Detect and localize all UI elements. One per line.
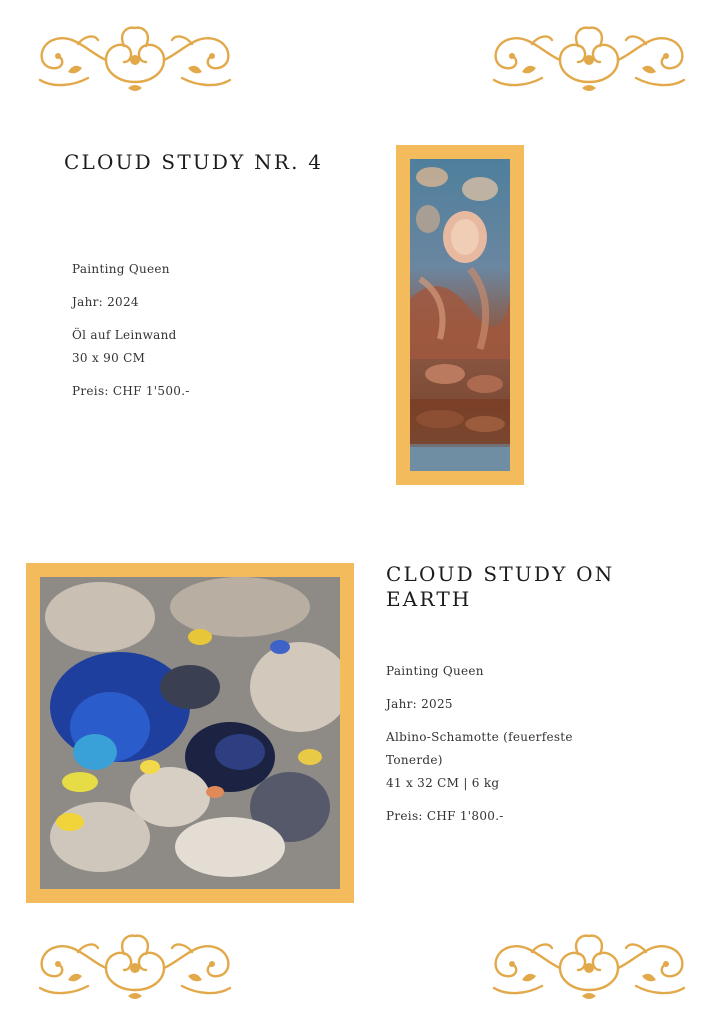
artwork-price: Preis: CHF 1'500.- xyxy=(72,384,190,398)
artwork-year: Jahr: 2024 xyxy=(72,295,139,309)
artwork-dimensions: 41 x 32 CM | 6 kg xyxy=(386,776,500,790)
artist-name: Painting Queen xyxy=(386,664,484,678)
ornament-bottom-left xyxy=(28,930,242,1004)
ornament-top-right xyxy=(482,22,696,96)
artwork-medium: Öl auf Leinwand xyxy=(72,328,177,342)
painting-cloud-study-nr-4 xyxy=(410,159,510,471)
artwork-image-frame xyxy=(26,563,354,903)
ornament-bottom-right xyxy=(482,930,696,1004)
artwork-image-frame xyxy=(396,145,524,485)
artist-name: Painting Queen xyxy=(72,262,170,276)
artwork-details xyxy=(72,262,190,398)
artwork-details xyxy=(386,664,573,823)
artwork-dimensions: 30 x 90 CM xyxy=(72,351,146,365)
painting-cloud-study-on-earth xyxy=(40,577,340,889)
artwork-medium: Albino-Schamotte (feuerfeste xyxy=(386,730,573,744)
artwork-price: Preis: CHF 1'800.- xyxy=(386,809,504,823)
artwork-medium-continued: Tonerde) xyxy=(386,753,443,767)
artwork-title: CLOUD STUDY ON EARTH xyxy=(386,562,615,611)
ornament-top-left xyxy=(28,22,242,96)
artwork-year: Jahr: 2025 xyxy=(386,697,453,711)
artwork-title: CLOUD STUDY NR. 4 xyxy=(64,150,324,174)
